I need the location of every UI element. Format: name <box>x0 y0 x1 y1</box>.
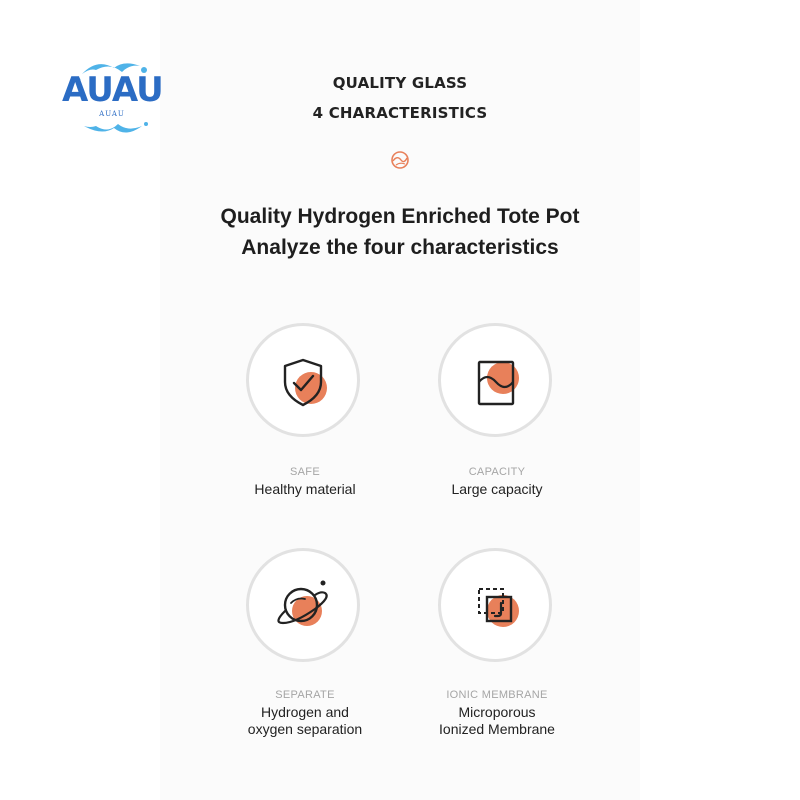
feature-desc <box>377 704 617 738</box>
brand-logo <box>62 56 162 140</box>
feature-desc-line-1: Large capacity <box>451 481 543 497</box>
main-heading-line-1: Quality Hydrogen Enriched Tote Pot <box>220 205 580 228</box>
header-line-1: QUALITY GLASS <box>332 74 468 92</box>
logo-text: AUAU <box>62 70 163 110</box>
feature-desc-line-1: Hydrogen and <box>261 704 349 720</box>
feature-label: CAPACITY <box>468 466 526 478</box>
capacity-frame-icon <box>441 326 549 434</box>
feature-desc <box>377 481 617 498</box>
feature-label: SEPARATE <box>275 689 335 701</box>
feature-label: IONIC MEMBRANE <box>446 689 548 701</box>
feature-label: SAFE <box>290 466 320 478</box>
main-heading-line-2: Analyze the four characteristics <box>241 236 559 259</box>
feature-desc-line-2: oxygen separation <box>247 721 363 737</box>
circle-swirl-icon <box>389 149 411 171</box>
shield-check-icon <box>249 326 357 434</box>
feature-desc-line-2: Ionized Membrane <box>439 721 555 737</box>
feature-icon-circle <box>246 548 360 662</box>
header-line-2: 4 CHARACTERISTICS <box>312 104 488 122</box>
feature-desc-line-1: Microporous <box>458 704 536 720</box>
logo-subtext: AUAU <box>99 110 125 118</box>
feature-icon-circle <box>438 323 552 437</box>
feature-desc-line-1: Healthy material <box>254 481 356 497</box>
feature-icon-circle <box>438 548 552 662</box>
feature-icon-circle <box>246 323 360 437</box>
membrane-frame-icon <box>441 551 549 659</box>
planet-icon <box>249 551 357 659</box>
